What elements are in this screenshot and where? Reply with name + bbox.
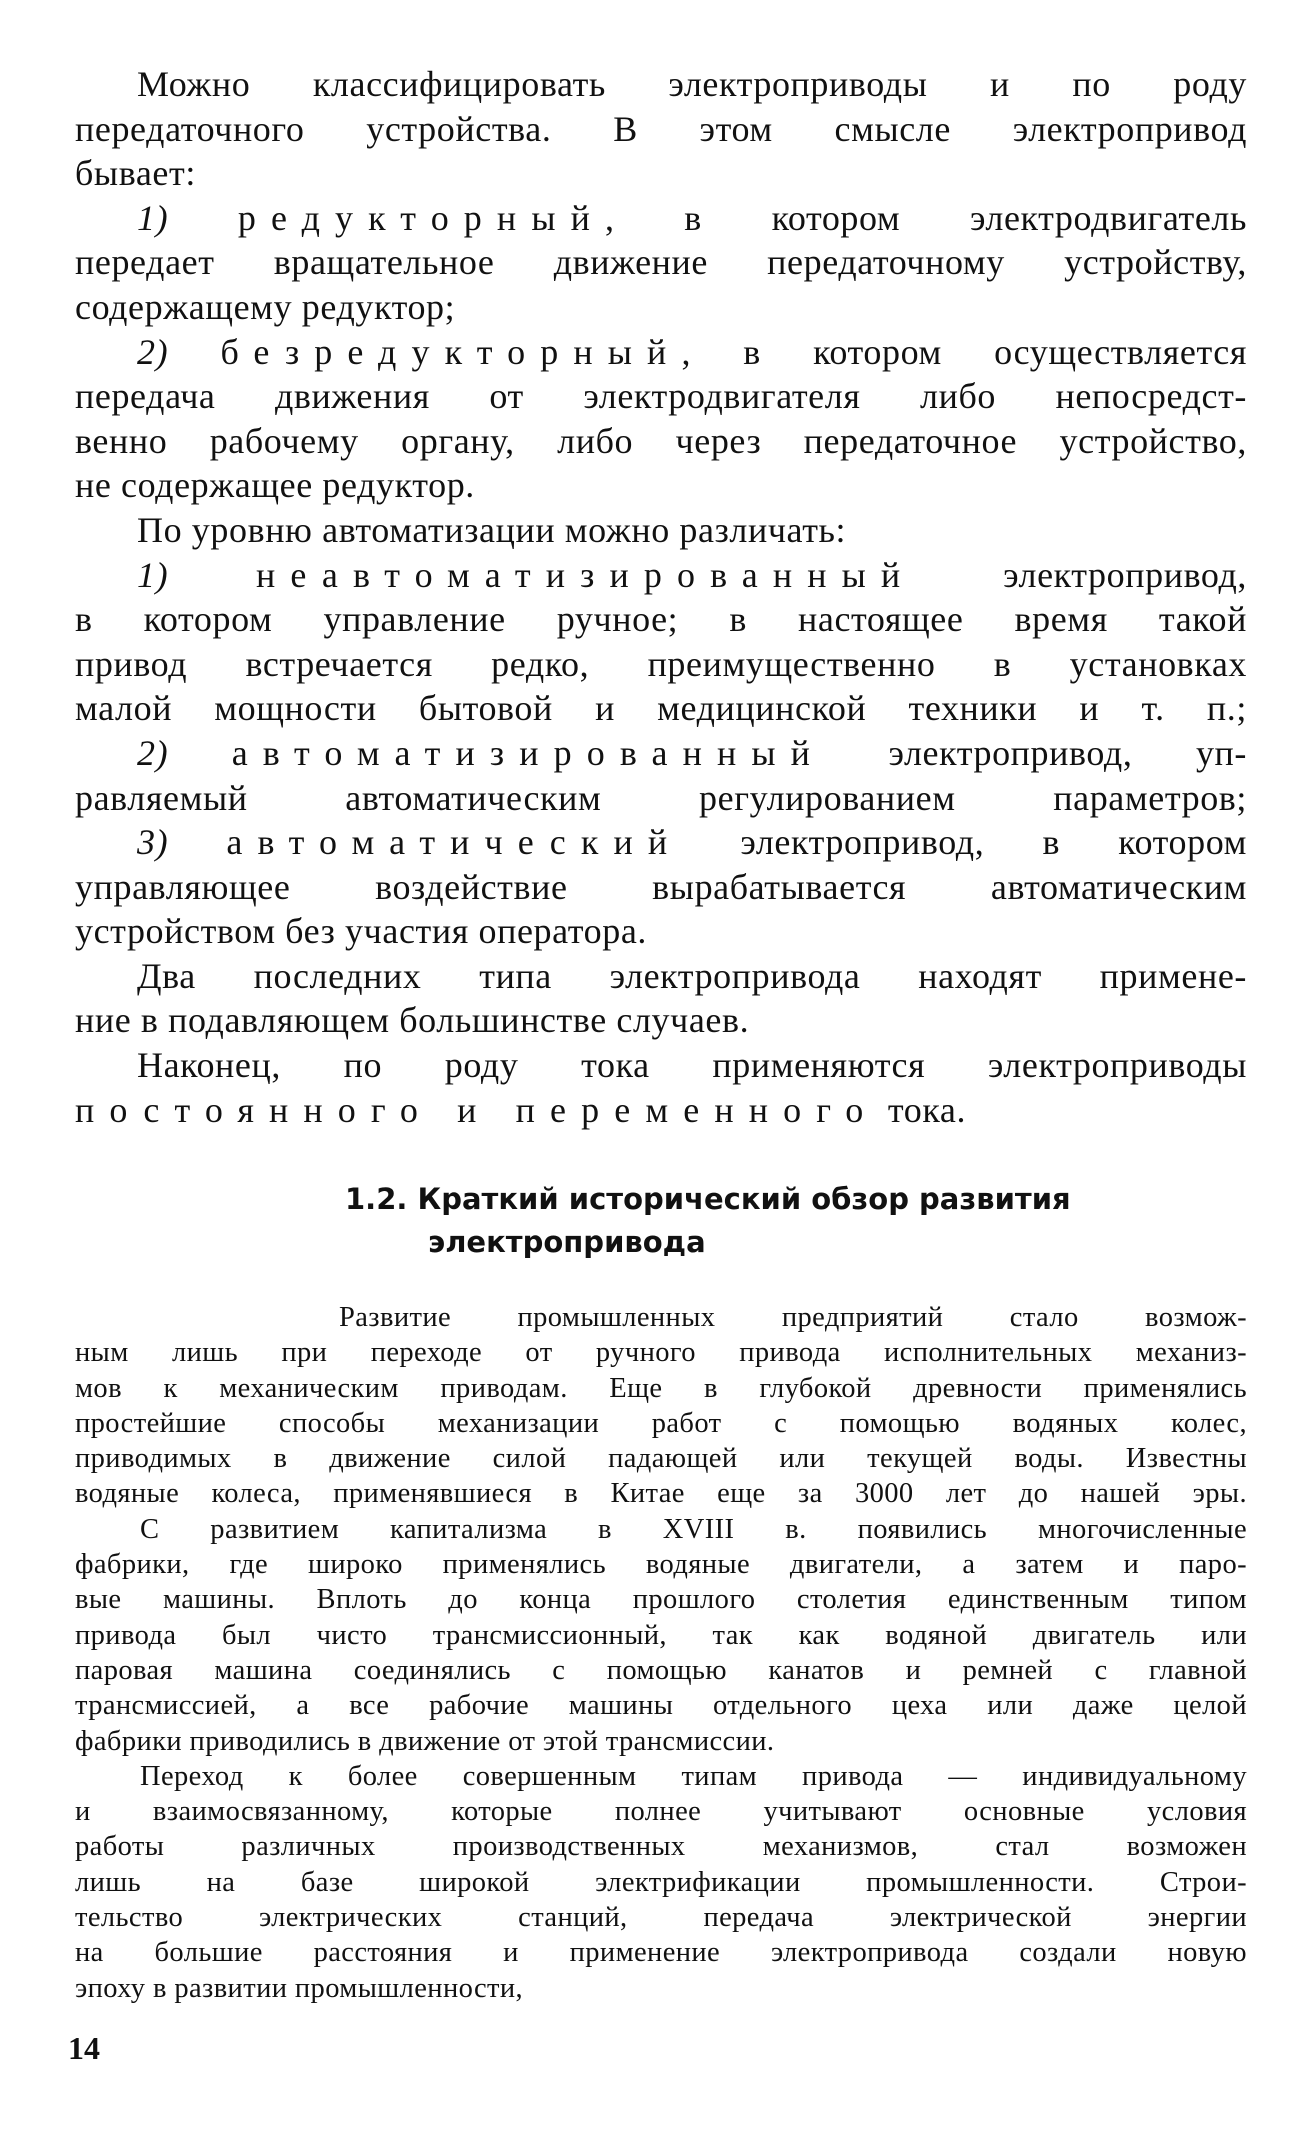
text-line	[75, 776, 1247, 821]
text-line	[75, 62, 1247, 107]
line-text: на большие расстояния и применение электропривода создали новую	[75, 1937, 1247, 1969]
section-heading: 1.2. Краткий исторический обзор развития	[345, 1182, 1071, 1216]
line-text: передаточного устройства. В этом смысле электропривод	[75, 108, 1247, 149]
text-line	[75, 1794, 1247, 1829]
text-line	[75, 1406, 1247, 1441]
line-text: передает вращательное движение передаточному устройству,	[75, 242, 1247, 283]
line-text: малой мощности бытовой и медицинской техники и т. п.;	[75, 688, 1247, 729]
section-heading-continued: электропривода	[428, 1225, 706, 1259]
text-line	[75, 909, 1247, 954]
line-text: Переход к более совершенным типам привода — индивидуальному	[140, 1760, 1247, 1792]
line-text: паровая машина соединялись с помощью канатов и ремней с главной	[75, 1654, 1247, 1686]
text-line	[75, 1865, 1247, 1900]
line-text: равляемый автоматическим регулированием параметров;	[75, 777, 1247, 818]
text-line	[75, 107, 1247, 152]
line-text: Два последних типа электропривода находят примене-	[137, 955, 1247, 996]
text-line	[75, 1335, 1247, 1370]
text-line	[75, 419, 1247, 464]
text-line	[75, 196, 1247, 241]
text-line	[75, 463, 1247, 508]
text-line	[75, 151, 1247, 196]
text-line	[75, 820, 1247, 865]
line-text: водяные колеса, применявшиеся в Китае еще за 3000 лет до нашей эры.	[75, 1478, 1247, 1510]
line-text: приводимых в движение силой падающей или текущей воды. Известны	[75, 1443, 1247, 1475]
list-number: 1)	[137, 554, 256, 595]
list-number: 3)	[137, 822, 227, 863]
text-line	[75, 1935, 1247, 1970]
line-text: венно рабочему органу, либо через передаточное устройство,	[75, 420, 1247, 461]
line-text: ние в подавляющем большинстве случаев.	[75, 1000, 750, 1041]
line-text: Развитие промышленных предприятий стало возмож-	[339, 1302, 1247, 1333]
main-text	[75, 62, 1247, 1132]
line-text: эпоху в развитии промышленности,	[75, 1972, 524, 2004]
text-line	[75, 1088, 1247, 1133]
text-line	[75, 1547, 1247, 1582]
text-line	[75, 731, 1247, 776]
line-text: фабрики, где широко применялись водяные двигатели, а затем и паро-	[75, 1549, 1247, 1581]
emphasized-term: неавтоматизированный	[256, 554, 916, 595]
text-line	[75, 1618, 1247, 1653]
text-line	[75, 597, 1247, 642]
text-line	[75, 1900, 1247, 1935]
line-text: мов к механическим приводам. Еще в глубокой древности применялись	[75, 1372, 1247, 1404]
list-number: 2)	[137, 732, 232, 773]
line-text: привода был чисто трансмиссионный, так как водяной двигатель или	[75, 1619, 1247, 1651]
text-line	[75, 1829, 1247, 1864]
line-text: устройством без участия оператора.	[75, 911, 648, 952]
text-line	[75, 1441, 1247, 1476]
text-line	[75, 508, 1247, 553]
emphasized-term: автоматический	[226, 822, 683, 863]
text-line	[75, 374, 1247, 419]
line-text: , в котором электродвигатель	[605, 197, 1247, 238]
page-number: 14	[68, 2030, 100, 2066]
emphasized-term: автоматизированный	[231, 732, 826, 773]
text-line	[75, 285, 1247, 330]
line-text: электропривод,	[915, 554, 1247, 595]
line-text: С развитием капитализма в XVIII в. появились многочисленные	[140, 1513, 1247, 1545]
line-text: электропривод, в котором	[682, 822, 1247, 863]
text-line	[75, 1371, 1247, 1406]
line-text: управляющее воздействие вырабатывается автоматическим	[75, 866, 1247, 907]
line-text: и взаимосвязанному, которые полнее учитывают основные условия	[75, 1796, 1247, 1828]
line-text: в котором управление ручное; в настоящее время такой	[75, 599, 1247, 640]
list-number: 1)	[137, 197, 238, 238]
line-text: По уровню автоматизации можно различать:	[137, 509, 847, 550]
line-text: передача движения от электродвигателя либо непосредст-	[75, 376, 1247, 417]
line-text: фабрики приводились в движение от этой трансмиссии.	[75, 1725, 775, 1757]
line-text: вые машины. Вплоть до конца прошлого столетия единственным типом	[75, 1584, 1247, 1616]
emphasized-term: постоянного и переменного	[75, 1089, 879, 1130]
text-line	[75, 686, 1247, 731]
text-line	[75, 1759, 1247, 1794]
line-text: Можно классифицировать электроприводы и по роду	[137, 64, 1247, 104]
line-text: Наконец, по роду тока применяются электроприводы	[137, 1045, 1247, 1086]
line-text: содержащему редуктор;	[75, 286, 456, 327]
text-line	[75, 1653, 1247, 1688]
line-text: трансмиссией, а все рабочие машины отдельного цеха или даже целой	[75, 1690, 1247, 1722]
emphasized-term: безредукторный	[220, 331, 682, 372]
text-line	[75, 1512, 1247, 1547]
text-line	[75, 642, 1247, 687]
text-line	[75, 1971, 1247, 2006]
text-line	[75, 1582, 1247, 1617]
emphasized-term: редукторный	[237, 197, 606, 238]
text-line	[75, 1724, 1247, 1759]
text-line	[75, 1300, 1247, 1335]
list-number: 2)	[137, 331, 221, 372]
line-text: , в котором осуществляется	[681, 331, 1247, 372]
text-line	[75, 240, 1247, 285]
text-line	[75, 1688, 1247, 1723]
line-text: тельство электрических станций, передача электрической энергии	[75, 1902, 1247, 1934]
text-line	[75, 954, 1247, 999]
text-line	[75, 998, 1247, 1043]
text-line	[75, 553, 1247, 598]
text-line	[75, 1043, 1247, 1088]
line-text: ным лишь при переходе от ручного привода исполнительных механиз-	[75, 1337, 1247, 1369]
line-text: простейшие способы механизации работ с помощью водяных колес,	[75, 1407, 1247, 1439]
line-text: не содержащее редуктор.	[75, 465, 475, 506]
text-line	[75, 1476, 1247, 1511]
line-text: тока.	[878, 1089, 967, 1130]
line-text: электропривод, уп-	[825, 732, 1247, 773]
line-text: бывает:	[75, 153, 196, 194]
line-text: лишь на базе широкой электрификации промышленности. Строи-	[75, 1866, 1247, 1898]
small-print-text	[75, 1300, 1247, 2006]
text-line	[75, 330, 1247, 375]
line-text: привод встречается редко, преимущественно в установках	[75, 643, 1247, 684]
text-line	[75, 865, 1247, 910]
line-text: работы различных производственных механизмов, стал возможен	[75, 1831, 1247, 1863]
